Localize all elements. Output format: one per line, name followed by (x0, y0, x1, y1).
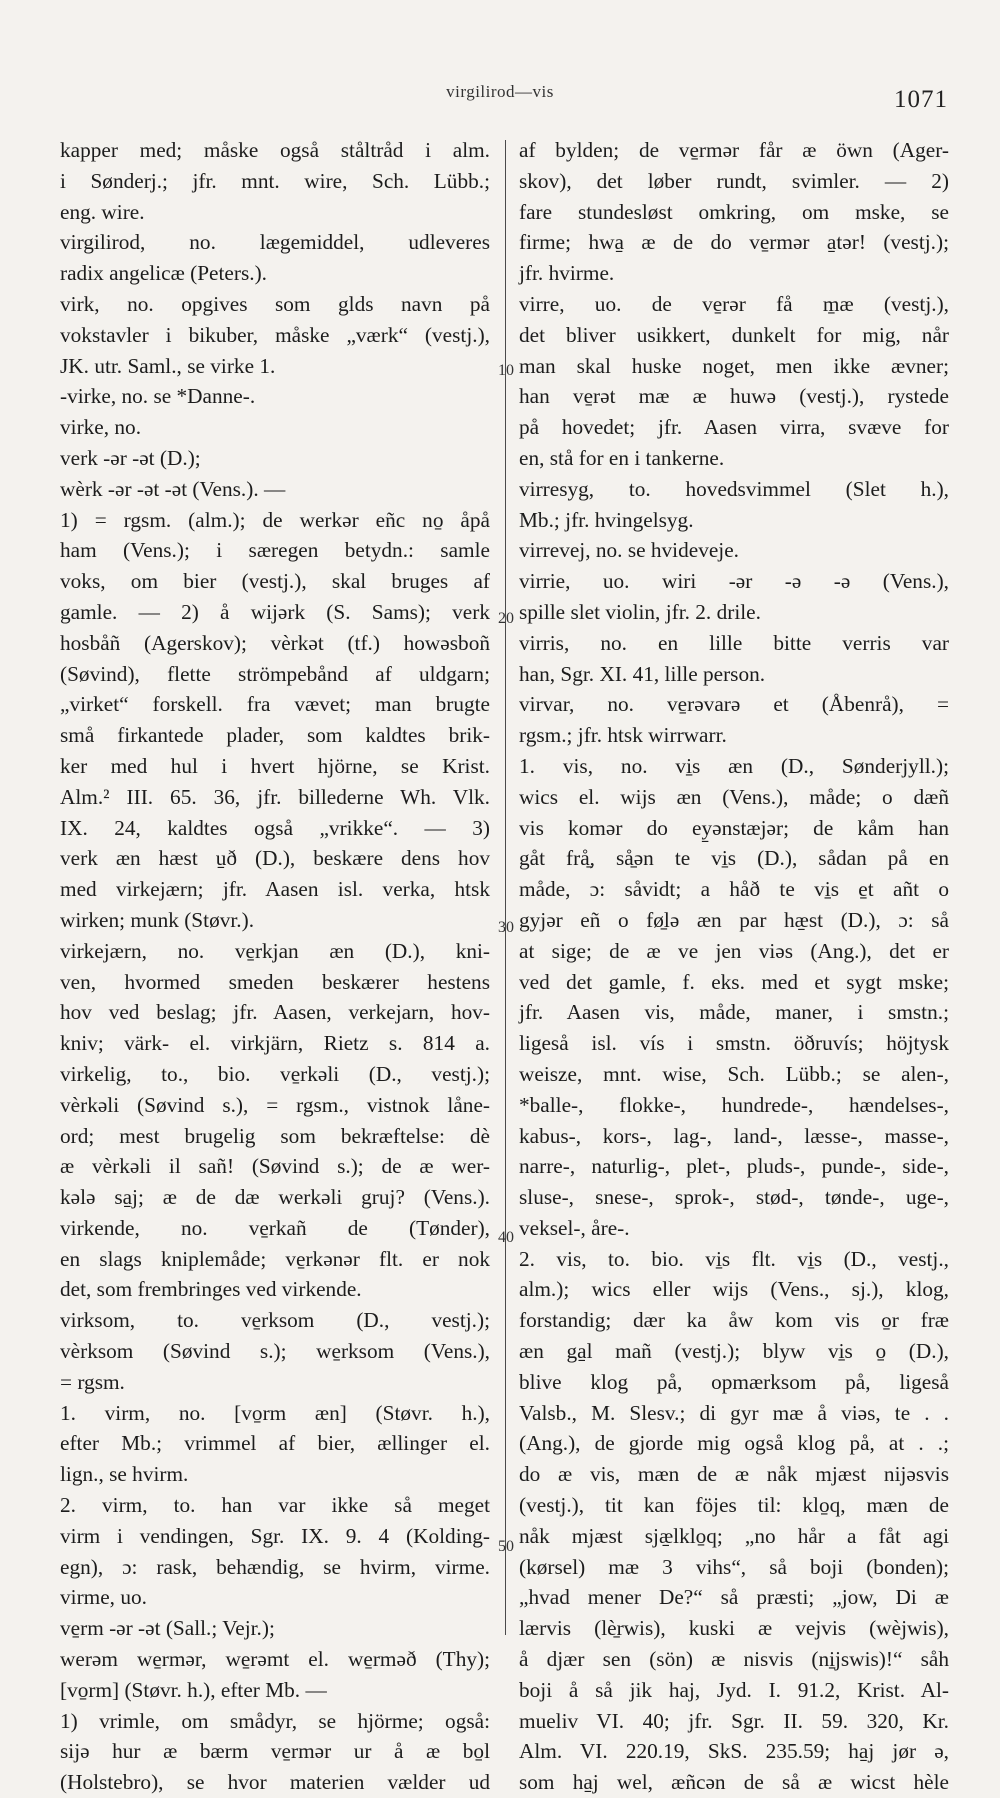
text-line: med virkejærn; jfr. Aasen isl. verka, htsk (60, 877, 490, 902)
text-line: wirken; munk (Støvr.). (60, 907, 255, 932)
text-line: IX. 24, kaldtes også „vrikke“. — 3) (60, 815, 490, 840)
text-line: virvar, no. ve̱rəvarə et (Åbenrå), = (519, 692, 949, 717)
text-line: lign., se hvirm. (60, 1462, 189, 1487)
text-line: virme, uo. (60, 1585, 147, 1610)
text-line: ham (Vens.); i særegen betydn.: samle (60, 538, 490, 563)
text-line: kabus-, kors-, lag-, land-, læsse-, masse-, (519, 1123, 949, 1148)
text-line: virgilirod, no. lægemiddel, udleveres (60, 230, 490, 255)
text-line: 1) = rgsm. (alm.); de werkər eñc no̱ åpå (60, 507, 490, 532)
text-line: veksel-, åre-. (519, 1215, 630, 1240)
text-line: wics el. wijs æn (Vens.), måde; o dæñ (519, 784, 949, 809)
text-line: gyjər eñ o fø̱lə æn par hæ̱st (D.), ɔ: så (519, 907, 949, 932)
text-line: det bliver usikkert, dunkelt for mig, når (519, 322, 949, 347)
text-line: efter Mb.; vrimmel af bier, ællinger el. (60, 1431, 490, 1456)
right-column (519, 135, 949, 1795)
text-line: hov ved beslag; jfr. Aasen, verkejarn, hov- (60, 1000, 490, 1025)
text-line: lærvis (lè̱rwis), kuski æ vejvis (wèjwis), (519, 1616, 949, 1641)
text-line: boji å så jik haj, Jyd. I. 91.2, Krist. Al- (519, 1677, 949, 1702)
left-column (60, 135, 490, 1795)
text-line: kapper med; måske også ståltråd i alm. (60, 138, 490, 162)
line-number-40: 40 (498, 1229, 514, 1246)
text-line: skov), det løber rundt, svimler. — 2) (519, 168, 949, 193)
text-line: som ha̱j wel, æñcən de så æ wicst hèle (519, 1770, 949, 1795)
text-line: Alm. VI. 220.19, SkS. 235.59; ha̱j jør ə, (519, 1739, 949, 1764)
text-line: (vestj.), tit kan föjes til: klo̱q, mæn de (519, 1493, 949, 1518)
text-line: do æ vis, mæn de æ nåk mjæst nijəsvis (519, 1462, 949, 1487)
text-line: *balle-, flokke-, hundrede-, hændelses-, (519, 1092, 949, 1117)
text-line: hosbåñ (Agerskov); vèrkət (tf.) howəsboñ (60, 630, 490, 655)
text-line: virm i vendingen, Sgr. IX. 9. 4 (Kolding- (60, 1523, 490, 1548)
text-line: alm.); wics eller wijs (Vens., sj.), klog, (519, 1277, 949, 1302)
line-number-10: 10 (498, 362, 514, 379)
text-line: æn ga̱l mañ (vestj.); blyw vi̱s o̱ (D.), (519, 1339, 949, 1364)
text-line: weisze, mnt. wise, Sch. Lübb.; se alen-, (519, 1061, 949, 1086)
text-line: radix angelicæ (Peters.). (60, 261, 267, 286)
text-line: ker med hul i hvert hjörne, se Krist. (60, 753, 490, 778)
text-line: en, stå for en i tankerne. (519, 445, 725, 470)
text-line: i Sønderj.; jfr. mnt. wire, Sch. Lübb.; (60, 168, 490, 193)
text-line: han ve̱rət mæ æ huwə (vestj.), rystede (519, 384, 949, 409)
text-line: virk, no. opgives som glds navn på (60, 291, 490, 316)
text-line: „hvad mener De?“ så præsti; „jow, Di æ (519, 1585, 949, 1610)
line-number-50: 50 (498, 1538, 514, 1555)
text-line: -virke, no. se *Danne-. (60, 384, 256, 409)
text-line: [vo̱rm] (Støvr. h.), efter Mb. — (60, 1677, 327, 1702)
text-line: virkejærn, no. ve̱rkjan æn (D.), kni- (60, 938, 490, 963)
text-line: = rgsm. (60, 1369, 125, 1394)
text-line: verk -ər -ət (D.); (60, 445, 201, 470)
text-line: egn), ɔ: rask, behændig, se hvirm, virme. (60, 1554, 490, 1579)
text-line: firme; hwa̱ æ de do ve̱rmər a̱tər! (vestj.); (519, 230, 949, 255)
text-line: rgsm.; jfr. htsk wirrwarr. (519, 723, 727, 748)
line-number-20: 20 (498, 610, 514, 627)
text-line: spille slet violin, jfr. 2. drile. (519, 599, 761, 624)
text-line: virke, no. (60, 415, 142, 440)
text-line: vèrkəli (Søvind s.), = rgsm., vistnok låne- (60, 1092, 490, 1117)
text-line: ven, hvormed smeden beskærer hestens (60, 969, 490, 994)
text-line: vèrksom (Søvind s.); we̱rksom (Vens.), (60, 1339, 490, 1364)
text-line: nåk mjæst sjæ̱lklo̱q; „no hår a fåt agi (519, 1523, 949, 1548)
text-line: måde, ɔ: såvidt; a håð te vi̱s e̱t añt o (519, 877, 949, 902)
text-line: ve̱rm -ər -ət (Sall.; Vejr.); (60, 1616, 275, 1641)
text-line: forstandig; dær ka åw kom vis o̱r fræ (519, 1308, 949, 1333)
text-line: kələ sa̱j; æ de dæ werkəli gruj? (Vens.). (60, 1185, 490, 1210)
text-line: kniv; värk- el. virkjärn, Rietz s. 814 a. (60, 1031, 490, 1056)
text-line: verk æn hæst u̱ð (D.), beskære dens hov (60, 846, 490, 871)
text-line: 1) vrimle, om smådyr, se hjörme; også: (60, 1708, 490, 1733)
text-line: 2. virm, to. han var ikke så meget (60, 1493, 490, 1518)
text-line: en slags kniplemåde; ve̱rkənər flt. er nok (60, 1246, 490, 1271)
text-line: narre-, naturlig-, plet-, pluds-, punde-, side-, (519, 1154, 949, 1179)
text-line: små firkantede plader, som kaldtes brik- (60, 723, 490, 748)
text-line: det, som frembringes ved virkende. (60, 1277, 362, 1302)
text-line: ved det gamle, f. eks. med et sygt mske; (519, 969, 949, 994)
text-line: virksom, to. ve̱rksom (D., vestj.); (60, 1308, 490, 1333)
text-line: at sige; de æ ve jen viəs (Ang.), det er (519, 938, 949, 963)
text-line: virrie, uo. wiri -ər -ə -ə (Vens.), (519, 569, 949, 594)
text-line: blive klog på, opmærksom på, ligeså (519, 1369, 949, 1394)
text-line: sijə hur æ bærm ve̱rmər ur å æ bo̱l (60, 1739, 490, 1764)
text-line: virkelig, to., bio. ve̱rkəli (D., vestj.); (60, 1061, 490, 1086)
text-line: (Holstebro), se hvor materien vælder ud (60, 1770, 490, 1795)
text-line: 1. vis, no. vi̱s æn (D., Sønderjyll.); (519, 753, 949, 778)
text-line: jfr. hvirme. (519, 261, 615, 286)
text-line: werəm we̱rmər, we̱rəmt el. we̱rməð (Thy); (60, 1647, 490, 1672)
text-line: mueliv VI. 40; jfr. Sgr. II. 59. 320, Kr. (519, 1708, 949, 1733)
text-line: Mb.; jfr. hvingelsyg. (519, 507, 694, 532)
text-line: wèrk -ər -ət -ət (Vens.). — (60, 476, 286, 501)
text-line: 1. virm, no. [vo̱rm æn] (Støvr. h.), (60, 1400, 490, 1425)
text-line: vokstavler i bikuber, måske „værk“ (vestj.), (60, 322, 490, 347)
text-line: af bylden; de ve̱rmər får æ öwn (Ager- (519, 138, 949, 162)
text-line: voks, om bier (vestj.), skal bruges af (60, 569, 490, 594)
text-line: 2. vis, to. bio. vi̱s flt. vi̱s (D., vestj., (519, 1246, 949, 1271)
text-line: jfr. Aasen vis, måde, maner, i smstn.; (519, 1000, 949, 1025)
page-number: 1071 (894, 86, 948, 113)
text-line: Alm.² III. 65. 36, jfr. billederne Wh. Vlk. (60, 784, 490, 809)
text-line: „virket“ forskell. fra vævet; man brugte (60, 692, 490, 717)
text-line: Valsb., M. Slesv.; di gyr mæ å viəs, te . . (519, 1400, 949, 1425)
text-line: vis komər do ey̱ənstæjər; de kåm han (519, 815, 949, 840)
text-line: (kørsel) mæ 3 vihs“, så boji (bonden); (519, 1554, 949, 1579)
text-line: fare stundesløst omkring, om mske, se (519, 199, 949, 224)
text-line: virkende, no. ve̱rkañ de (Tønder), (60, 1215, 490, 1240)
text-line: virris, no. en lille bitte verris var (519, 630, 949, 655)
text-line: (Søvind), flette strömpebånd af uldgarn; (60, 661, 490, 686)
text-line: ligeså isl. vís i smstn. öðruvís; höjtysk (519, 1031, 949, 1056)
line-number-30: 30 (498, 919, 514, 936)
text-line: gåt frå̱, så̱ən te vi̱s (D.), sådan på en (519, 846, 949, 871)
text-line: JK. utr. Saml., se virke 1. (60, 353, 276, 378)
text-line: virre, uo. de ve̱rər få m̱æ (vestj.), (519, 291, 949, 316)
running-header: virgilirod—vis (446, 82, 554, 101)
text-line: gamle. — 2) å wijərk (S. Sams); verk (60, 599, 490, 624)
text-line: han, Sgr. XI. 41, lille person. (519, 661, 766, 686)
text-line: (Ang.), de gjorde mig også klog på, at . .; (519, 1431, 949, 1456)
text-line: på hovedet; jfr. Aasen virra, svæve for (519, 415, 949, 440)
text-line: eng. wire. (60, 199, 145, 224)
text-line: virresyg, to. hovedsvimmel (Slet h.), (519, 476, 949, 501)
text-line: man skal huske noget, men ikke ævner; (519, 353, 949, 378)
text-line: ord; mest brugelig som bekræftelse: dè (60, 1123, 490, 1148)
text-line: æ vèrkəli il sañ! (Søvind s.); de æ wer- (60, 1154, 490, 1179)
text-line: å djær sen (sön) æ nisvis (ni̱jswis)!“ såh (519, 1647, 949, 1672)
text-line: virrevej, no. se hvideveje. (519, 538, 739, 563)
text-line: sluse-, snese-, sprok-, stød-, tønde-, uge-, (519, 1185, 949, 1210)
